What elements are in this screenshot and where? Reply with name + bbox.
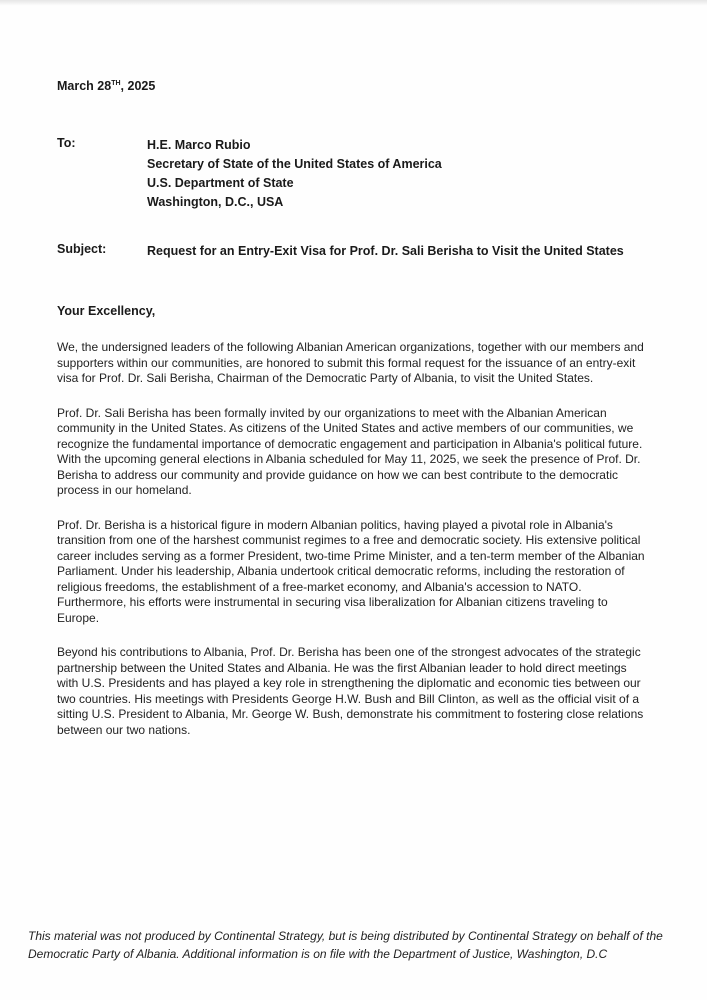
date-day: March 28 — [57, 79, 112, 93]
subject-label: Subject: — [57, 242, 107, 256]
recipient-block — [147, 136, 442, 212]
date-ordinal-suffix: TH — [111, 80, 121, 87]
recipient-department: U.S. Department of State — [147, 176, 294, 190]
fara-disclaimer: This material was not produced by Continental Strategy, but is being distributed by Continental Strategy on behalf of the Democratic Party of Albania. Additional information is on file with the Department of Justice, Washington, D.C — [28, 929, 663, 961]
salutation: Your Excellency, — [57, 304, 156, 318]
recipient-name: H.E. Marco Rubio — [147, 138, 251, 152]
letter-body — [57, 340, 649, 757]
date-year: , 2025 — [120, 79, 156, 93]
letter-date — [57, 79, 155, 93]
body-paragraph: We, the undersigned leaders of the following Albanian American organizations, together with our members and supporters within our communities, are honored to submit this formal request for the issuance of an entry-exit visa for Prof. Dr. Sali Berisha, Chairman of the Democratic Party of Albania, to visit the United States. — [57, 340, 644, 385]
body-paragraph: Prof. Dr. Sali Berisha has been formally invited by our organizations to meet with the Albanian American community in the United States. As citizens of the United States and active members of our communities, we recognize the fundamental importance of democratic engagement and participation in Albania's political future. With the upcoming general elections in Albania scheduled for May 11, 2025, we seek the presence of Prof. Dr. Berisha to address our community and provide guidance on how we can best contribute to the democratic process in our homeland. — [57, 405, 643, 497]
recipient-title: Secretary of State of the United States of America — [147, 157, 442, 171]
subject-line: Request for an Entry-Exit Visa for Prof. Dr. Sali Berisha to Visit the United States — [147, 244, 624, 258]
body-paragraph: Beyond his contributions to Albania, Prof. Dr. Berisha has been one of the strongest advocates of the strategic partnership between the United States and Albania. He was the first Albanian leader to hold direct meetings with U.S. Presidents and has played a key role in strengthening the diplomatic and economic ties between our two countries. His meetings with Presidents George H.W. Bush and Bill Clinton, as well as the official visit of a sitting U.S. President to Albania, Mr. George W. Bush, demonstrate his commitment to fostering close relations between our two nations. — [57, 645, 644, 737]
body-paragraph: Prof. Dr. Berisha is a historical figure in modern Albanian politics, having played a pivotal role in Albania's transition from one of the harshest communist regimes to a free and democratic society. His extensive political career includes serving as a former President, two-time Prime Minister, and a ten-term member of the Albanian Parliament. Under his leadership, Albania undertook critical democratic reforms, including the restoration of religious freedoms, the establishment of a free-market economy, and Albania's accession to NATO. Furthermore, his efforts were instrumental in securing visa liberalization for Albanian citizens traveling to Europe. — [57, 517, 645, 625]
scan-edge — [0, 0, 707, 6]
recipient-location: Washington, D.C., USA — [147, 195, 284, 209]
to-label: To: — [57, 136, 76, 150]
